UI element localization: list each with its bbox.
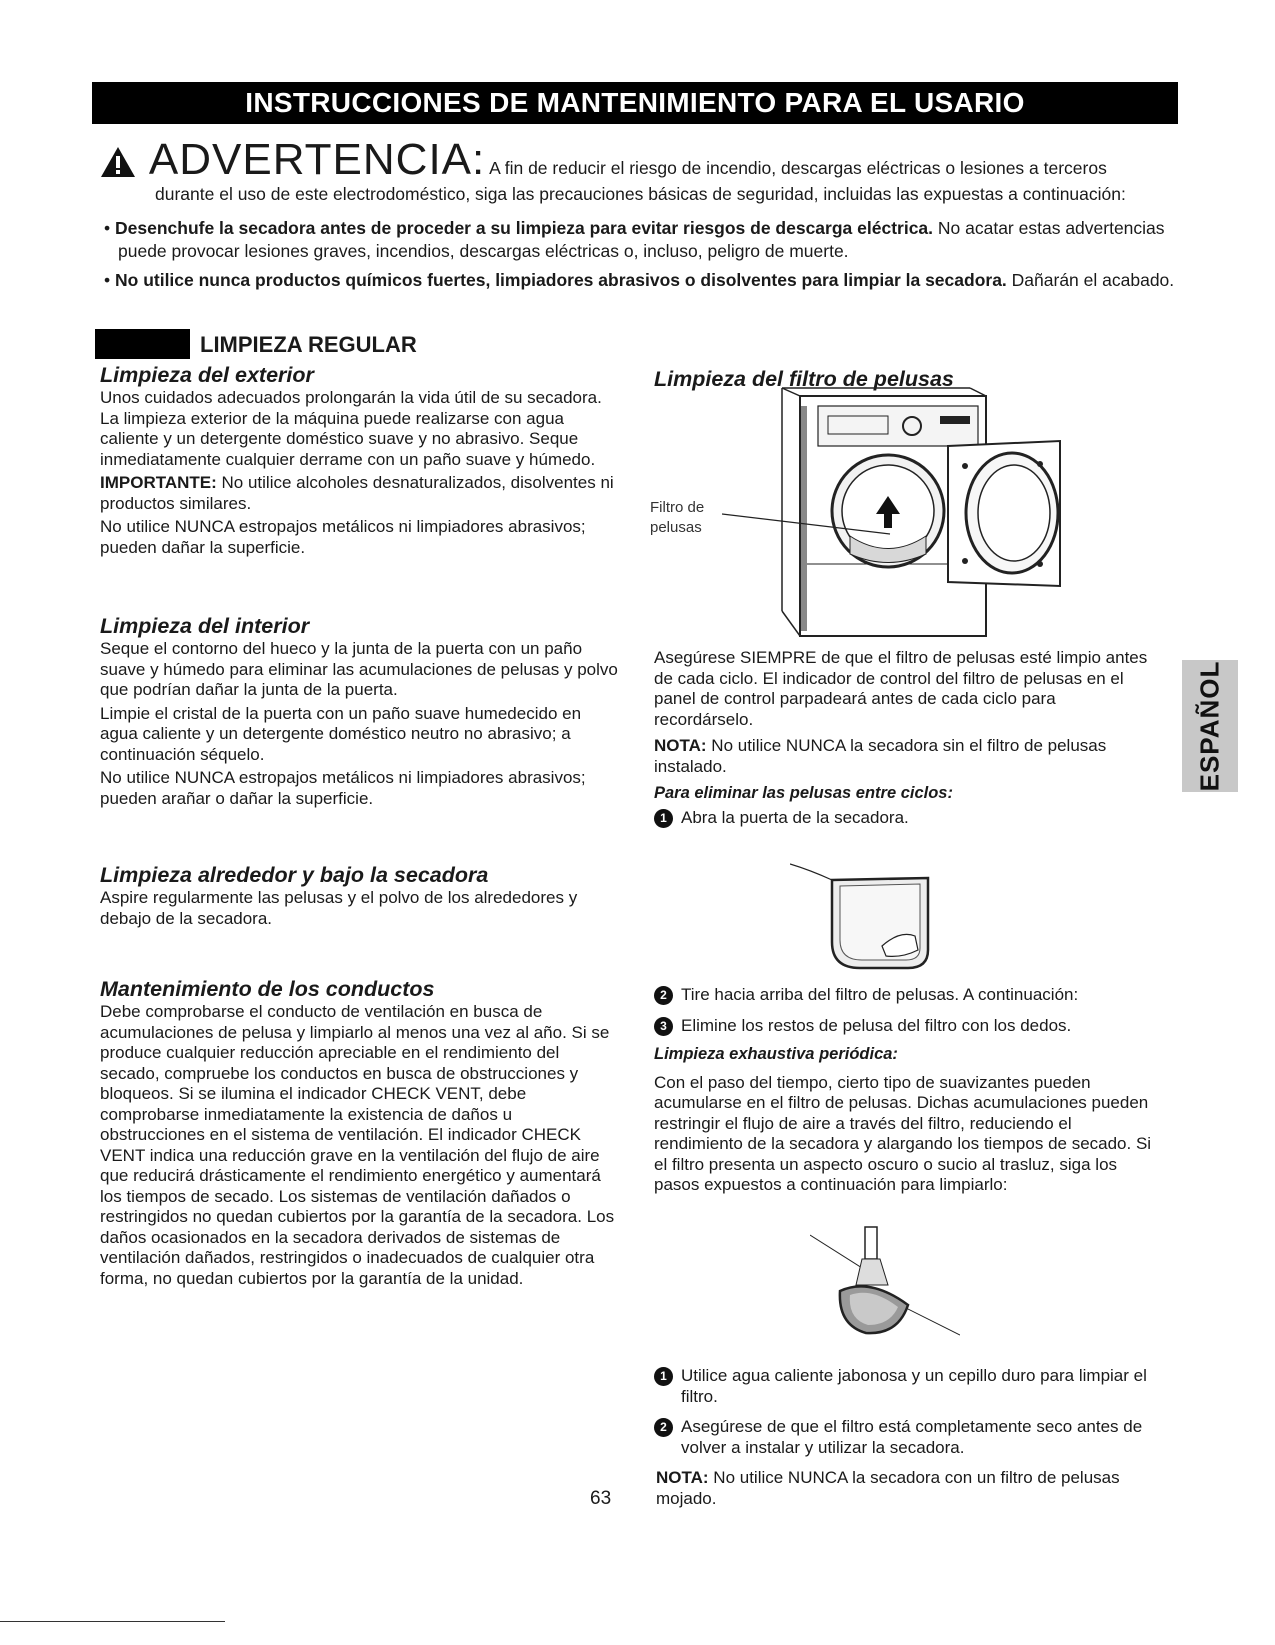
around-section xyxy=(100,862,620,932)
ducts-paragraph: Debe comprobarse el conducto de ventilación en busca de acumulaciones de pelusa y limpiarlo al menos una vez al año. Si se produce cualquier reducción apreciable en el rendimiento del secado, compruebe los conductos en busca de obstrucciones y bloqueos. Si se ilumina el indicador CHECK VENT, debe comprobarse inmediatamente la existencia de daños u obstrucciones en el sistema de ventilación. El indicador CHECK VENT indica una reducción grave en la ventilación del flujo de aire que reducirá drásticamente el rendimiento energético y aumentará los tiempos de secado. Los sistemas de ventilación dañados o restringidos no quedan cubiertos por la garantía de la secadora. Los daños ocasionados en la secadora derivados de sistemas de ventilación dañados, restringidos o inadecuados de cualquier otra forma, no quedan cubiertos por la garantía de la unidad. xyxy=(100,1002,615,1288)
step-item: 2 Asegúrese de que el filtro está completamente seco antes de volver a instalar y utilizar la secadora. xyxy=(654,1417,1159,1458)
step-number: 2 xyxy=(654,986,673,1005)
step-item: 3 Elimine los restos de pelusa del filtro con los dedos. xyxy=(654,1016,1159,1037)
lint-filter-note: NOTA: No utilice NUNCA la secadora sin el filtro de pelusas instalado. xyxy=(654,736,1107,776)
step-item: 2 Tire hacia arriba del filtro de pelusas. A continuación: xyxy=(654,985,1159,1006)
bullet-item: • Desenchufe la secadora antes de proceder a su limpieza para evitar riesgos de descarga eléctrica. No acatar estas advertencias puede provocar lesiones graves, incendios, descargas eléctricas o, incluso, peligro de muerte. xyxy=(104,218,1165,261)
lint-steps-block xyxy=(654,985,1159,1199)
wet-filter-note: NOTA: No utilice NUNCA la secadora con un filtro de pelusas mojado. xyxy=(656,1468,1120,1508)
warning-lead: A fin de reducir el riesgo de incendio, descargas eléctricas o lesiones a terceros xyxy=(489,158,1107,178)
step-item: 1 Abra la puerta de la secadora. xyxy=(654,808,1159,829)
periodic-cleaning-paragraph: Con el paso del tiempo, cierto tipo de suavizantes pueden acumularse en el filtro de pelusas. Dichas acumulaciones pueden restringir el flujo de aire a través del filtro, reduciendo el rendimiento de la secadora y alargando los tiempos de secado. Si el filtro presenta un aspecto oscuro o sucio al trasluz, siga los pasos expuestos a continuación para limpiarlo: xyxy=(654,1072,1152,1194)
warning-continuation: durante el uso de este electrodoméstico, siga las precauciones básicas de seguridad, incluidas las expuestas a continuación: xyxy=(155,184,1126,204)
warning-label: ADVERTENCIA: xyxy=(148,135,486,184)
step-number: 1 xyxy=(654,1367,673,1386)
footer-rule xyxy=(0,1621,225,1622)
interior-paragraph: Seque el contorno del hueco y la junta de la puerta con un paño suave y húmedo para eliminar las acumulaciones de pelusas y polvo que podrían dañar la junta de la puerta. xyxy=(100,639,618,699)
exterior-paragraph: Unos cuidados adecuados prolongarán la vida útil de su secadora. La limpieza exterior de la máquina puede realizarse con agua caliente y un detergente doméstico suave y no abrasivo. Seque inmediatamente cualquier derrame con un paño suave y húmedo. xyxy=(100,388,602,469)
warning-block xyxy=(100,135,1180,205)
interior-paragraph: No utilice NUNCA estropajos metálicos ni limpiadores abrasivos; pueden arañar o dañar la superficie. xyxy=(100,768,586,808)
callout-leader-line xyxy=(722,508,892,538)
step-item: 1 Utilice agua caliente jabonosa y un cepillo duro para limpiar el filtro. xyxy=(654,1366,1159,1407)
language-tab-label: ESPAÑOL xyxy=(1194,660,1225,792)
around-paragraph: Aspire regularmente las pelusas y el polvo de los alrededores y debajo de la secadora. xyxy=(100,888,578,928)
step-number: 1 xyxy=(654,809,673,828)
filter-pull-illustration xyxy=(790,850,940,975)
bullet-item: • No utilice nunca productos químicos fuertes, limpiadores abrasivos o disolventes para limpiar la secadora. Dañarán el acabado. xyxy=(104,270,1175,290)
safety-bullets xyxy=(100,217,1185,298)
ducts-heading: Mantenimiento de los conductos xyxy=(100,977,435,1001)
periodic-cleaning-subheading: Limpieza exhaustiva periódica: xyxy=(654,1045,898,1063)
between-cycles-subheading: Para eliminar las pelusas entre ciclos: xyxy=(654,784,953,802)
step-number: 3 xyxy=(654,1017,673,1036)
ducts-section xyxy=(100,976,620,1292)
warning-triangle-icon xyxy=(100,146,136,183)
section-bar xyxy=(95,329,190,359)
section-title: LIMPIEZA REGULAR xyxy=(200,332,417,357)
step-number: 2 xyxy=(654,1418,673,1437)
exterior-heading: Limpieza del exterior xyxy=(100,363,314,387)
lint-filter-paragraph: Asegúrese SIEMPRE de que el filtro de pelusas esté limpio antes de cada ciclo. El indicador de control del filtro de pelusas en el panel de control parpadeará antes de cada ciclo para recordárselo. xyxy=(654,648,1148,729)
brush-cleaning-illustration xyxy=(810,1225,960,1350)
page-banner: INSTRUCCIONES DE MANTENIMIENTO PARA EL USARIO xyxy=(92,82,1178,124)
interior-paragraph: Limpie el cristal de la puerta con un paño suave humedecido en agua caliente y un detergente doméstico neutro no abrasivo; a continuación séquelo. xyxy=(100,703,582,764)
exterior-section xyxy=(100,362,620,561)
language-tab xyxy=(1182,660,1238,792)
page-number: 63 xyxy=(590,1488,612,1509)
exterior-important: IMPORTANTE: No utilice alcoholes desnaturalizados, disolventes ni productos similares. xyxy=(100,473,614,513)
lint-filter-body xyxy=(654,648,1159,828)
lint-filter-callout: Filtro de pelusas xyxy=(650,499,705,536)
lint-filter-heading: Limpieza del filtro de pelusas xyxy=(654,367,954,391)
around-heading: Limpieza alrededor y bajo la secadora xyxy=(100,863,489,887)
exterior-warning: No utilice NUNCA estropajos metálicos ni limpiadores abrasivos; pueden dañar la superficie. xyxy=(100,517,586,557)
interior-heading: Limpieza del interior xyxy=(100,614,310,638)
interior-section xyxy=(100,613,620,812)
thorough-cleaning-steps xyxy=(654,1366,1159,1512)
